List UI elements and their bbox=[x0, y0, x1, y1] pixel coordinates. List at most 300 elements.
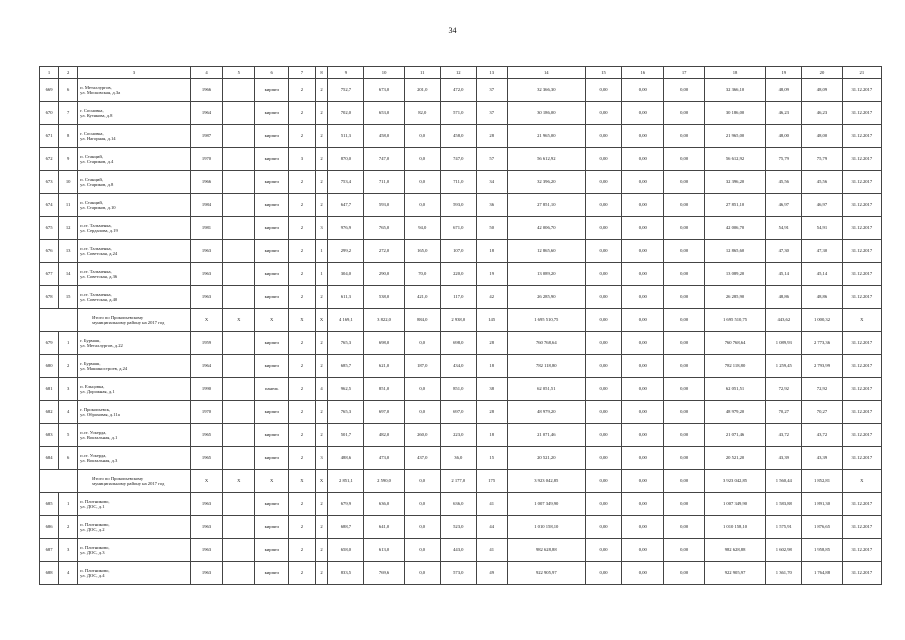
column-header-1: 1 bbox=[40, 67, 59, 79]
table-cell: 56 612,92 bbox=[704, 148, 766, 171]
table-cell: 884,0 bbox=[404, 309, 440, 332]
table-cell: 2 bbox=[289, 171, 316, 194]
table-cell: 688 bbox=[40, 562, 59, 585]
table-cell: 685 bbox=[40, 493, 59, 516]
table-cell: 0,00 bbox=[664, 562, 704, 585]
table-cell: 679,9 bbox=[328, 493, 364, 516]
table-cell: кирпич bbox=[255, 102, 289, 125]
table-cell: 421,0 bbox=[404, 286, 440, 309]
table-cell: 0,0 bbox=[404, 378, 440, 401]
table-cell: 0,00 bbox=[622, 493, 664, 516]
table-cell: 0,00 bbox=[622, 539, 664, 562]
table-cell: 2 bbox=[289, 102, 316, 125]
table-cell: 201,0 bbox=[404, 79, 440, 102]
table-cell: 48,86 bbox=[802, 286, 842, 309]
table-cell: 697,0 bbox=[364, 401, 404, 424]
table-cell: 1 007 349,90 bbox=[704, 493, 766, 516]
table-cell: 458,0 bbox=[440, 125, 476, 148]
table-cell: X bbox=[315, 470, 328, 493]
table-cell: 8 bbox=[59, 125, 78, 148]
table-cell: 37 bbox=[476, 79, 507, 102]
table-cell: 765,3 bbox=[328, 332, 364, 355]
table-cell: кирпич bbox=[255, 447, 289, 470]
table-cell: 62 051,51 bbox=[704, 378, 766, 401]
table-cell: кирпич bbox=[255, 401, 289, 424]
table-cell: 672 bbox=[40, 148, 59, 171]
table-cell: 613,0 bbox=[364, 539, 404, 562]
table-cell: 782 118,80 bbox=[704, 355, 766, 378]
table-cell: 145 bbox=[476, 309, 507, 332]
table-cell: 0,00 bbox=[586, 286, 622, 309]
table-cell: 34 bbox=[476, 171, 507, 194]
table-cell: 473,0 bbox=[364, 447, 404, 470]
table-cell: 44 bbox=[476, 516, 507, 539]
table-cell: 747,0 bbox=[364, 148, 404, 171]
column-header-15: 15 bbox=[586, 67, 622, 79]
table-cell: 2 bbox=[315, 125, 328, 148]
table-cell bbox=[223, 125, 255, 148]
table-cell: 31.12.2017 bbox=[842, 125, 881, 148]
table-row bbox=[40, 493, 882, 516]
table-cell: 43,72 bbox=[766, 424, 802, 447]
table-cell bbox=[223, 171, 255, 194]
table-cell: 42 bbox=[476, 286, 507, 309]
table-cell: п.ст. Ускерда, ул. Вокзальная, д.1 bbox=[78, 424, 190, 447]
table-cell: X bbox=[289, 309, 316, 332]
table-cell: 747,0 bbox=[440, 148, 476, 171]
table-cell bbox=[223, 355, 255, 378]
table-row bbox=[40, 424, 882, 447]
table-row bbox=[40, 332, 882, 355]
table-cell: 0,00 bbox=[586, 240, 622, 263]
table-cell: 1 bbox=[59, 332, 78, 355]
table-cell: 223,0 bbox=[440, 424, 476, 447]
total-row bbox=[40, 470, 882, 493]
table-cell: 0,00 bbox=[664, 194, 704, 217]
table-cell: 0,00 bbox=[586, 102, 622, 125]
table-cell: п. Плотниково, ул. ДОС, д.2 bbox=[78, 516, 190, 539]
table-cell: 962,5 bbox=[328, 378, 364, 401]
table-cell: 1 361,70 bbox=[766, 562, 802, 585]
table-cell: 0,00 bbox=[622, 125, 664, 148]
table-cell: 0,0 bbox=[404, 539, 440, 562]
table-cell: 687 bbox=[40, 539, 59, 562]
column-header-12: 12 bbox=[440, 67, 476, 79]
table-cell: 2 bbox=[315, 171, 328, 194]
table-cell: кирпич bbox=[255, 148, 289, 171]
table-cell: 0,00 bbox=[586, 263, 622, 286]
table-cell: 1 010 158,10 bbox=[507, 516, 585, 539]
table-cell: 12 bbox=[59, 217, 78, 240]
table-cell: 18 bbox=[476, 355, 507, 378]
table-cell: 31.12.2017 bbox=[842, 355, 881, 378]
table-cell: 0,00 bbox=[664, 79, 704, 102]
table-cell: 0,00 bbox=[622, 240, 664, 263]
table-cell: 434,0 bbox=[440, 355, 476, 378]
total-label: Итого по Прокопьевскому муниципальному району на 2017 год bbox=[78, 309, 190, 332]
column-number-row bbox=[40, 67, 882, 79]
table-cell: 45,56 bbox=[802, 171, 842, 194]
table-cell: 0,00 bbox=[586, 217, 622, 240]
table-cell: 31.12.2017 bbox=[842, 102, 881, 125]
table-cell: 1 876,65 bbox=[802, 516, 842, 539]
table-cell: 443,62 bbox=[766, 309, 802, 332]
table-cell: 1 bbox=[315, 263, 328, 286]
total-row bbox=[40, 309, 882, 332]
table-cell: кирпич bbox=[255, 171, 289, 194]
table-cell: 50 bbox=[476, 217, 507, 240]
table-cell: 0,00 bbox=[622, 171, 664, 194]
table-cell: 2 bbox=[315, 424, 328, 447]
table-cell: 2 793,99 bbox=[802, 355, 842, 378]
column-header-2: 2 bbox=[59, 67, 78, 79]
table-cell: X bbox=[223, 470, 255, 493]
table-cell: 0,00 bbox=[586, 493, 622, 516]
table-cell: 0,00 bbox=[664, 309, 704, 332]
table-cell: 0,0 bbox=[404, 171, 440, 194]
table-cell bbox=[223, 194, 255, 217]
table-cell: 31.12.2017 bbox=[842, 171, 881, 194]
table-cell: 684 bbox=[40, 447, 59, 470]
table-cell: 27 851,10 bbox=[507, 194, 585, 217]
column-header-11: 11 bbox=[404, 67, 440, 79]
table-cell: 75,79 bbox=[766, 148, 802, 171]
table-cell: 19 bbox=[476, 263, 507, 286]
table-cell: 4 bbox=[59, 401, 78, 424]
table-cell: 31.12.2017 bbox=[842, 263, 881, 286]
table-cell: п. Плотниково, ул. ДОС, д.4 bbox=[78, 562, 190, 585]
table-cell: X bbox=[255, 470, 289, 493]
table-cell: 15 bbox=[59, 286, 78, 309]
table-cell: 48,09 bbox=[766, 79, 802, 102]
table-cell: 573,0 bbox=[440, 562, 476, 585]
table-cell: 48,00 bbox=[766, 125, 802, 148]
table-cell: 2 bbox=[289, 240, 316, 263]
table-row bbox=[40, 263, 882, 286]
table-cell: 2 bbox=[315, 102, 328, 125]
table-cell: 46,23 bbox=[802, 102, 842, 125]
total-label: Итого по Прокопьевскому муниципальному району на 2017 год bbox=[78, 470, 190, 493]
table-cell: 682 bbox=[40, 401, 59, 424]
table-cell: 0,0 bbox=[404, 493, 440, 516]
table-cell: 1963 bbox=[190, 286, 223, 309]
table-cell: 1 602,98 bbox=[766, 539, 802, 562]
table-row bbox=[40, 194, 882, 217]
table-cell: 2 bbox=[59, 516, 78, 539]
table-cell: 9 bbox=[59, 148, 78, 171]
table-cell: 0,00 bbox=[586, 378, 622, 401]
table-row bbox=[40, 355, 882, 378]
table-cell: 1 583,88 bbox=[766, 493, 802, 516]
table-cell bbox=[40, 309, 78, 332]
table-row bbox=[40, 240, 882, 263]
table-cell: 0,00 bbox=[586, 309, 622, 332]
table-cell: 593,0 bbox=[440, 194, 476, 217]
table-cell: 571,0 bbox=[440, 102, 476, 125]
table-cell: 702,0 bbox=[328, 102, 364, 125]
table-cell: кирпич bbox=[255, 194, 289, 217]
table-cell: 165,0 bbox=[404, 240, 440, 263]
table-cell: 26 285,90 bbox=[507, 286, 585, 309]
table-cell: 0,00 bbox=[586, 424, 622, 447]
table-cell: 1966 bbox=[190, 79, 223, 102]
table-cell: г. Сосновка, ул. Кутякова, д.8 bbox=[78, 102, 190, 125]
table-cell: кирпич bbox=[255, 79, 289, 102]
table-cell: 2 bbox=[289, 217, 316, 240]
table-row bbox=[40, 217, 882, 240]
table-cell: 0,00 bbox=[664, 332, 704, 355]
table-cell: 711,0 bbox=[364, 171, 404, 194]
table-cell: 621,0 bbox=[364, 355, 404, 378]
table-cell: 765,3 bbox=[328, 401, 364, 424]
table-cell: 0,00 bbox=[586, 401, 622, 424]
table-cell: 0,00 bbox=[586, 470, 622, 493]
table-cell: 36 bbox=[476, 194, 507, 217]
table-cell: п. Ельцовка, ул. Дорожная, д.1 bbox=[78, 378, 190, 401]
table-cell: 45,14 bbox=[766, 263, 802, 286]
table-cell: 677 bbox=[40, 263, 59, 286]
column-header-8: 8 bbox=[315, 67, 328, 79]
table-cell: X bbox=[289, 470, 316, 493]
table-cell: 46,97 bbox=[802, 194, 842, 217]
table-cell: 870,0 bbox=[328, 148, 364, 171]
table-cell: 0,00 bbox=[586, 562, 622, 585]
table-cell: 523,0 bbox=[440, 516, 476, 539]
table-cell: 0,0 bbox=[404, 148, 440, 171]
table-cell bbox=[223, 539, 255, 562]
column-header-20: 20 bbox=[802, 67, 842, 79]
table-cell: 36,0 bbox=[440, 447, 476, 470]
table-cell: кирпич bbox=[255, 263, 289, 286]
table-cell: 21 071,46 bbox=[507, 424, 585, 447]
table-cell: 2 bbox=[289, 493, 316, 516]
column-header-6: 6 bbox=[255, 67, 289, 79]
table-cell: 2 177,0 bbox=[440, 470, 476, 493]
table-cell: 611,3 bbox=[328, 286, 364, 309]
table-cell: 13 089,20 bbox=[704, 263, 766, 286]
table-cell: 31.12.2017 bbox=[842, 79, 881, 102]
table-cell: 0,00 bbox=[664, 102, 704, 125]
table-cell: 671,0 bbox=[440, 217, 476, 240]
table-row bbox=[40, 516, 882, 539]
table-cell bbox=[223, 148, 255, 171]
table-cell: 2 bbox=[289, 355, 316, 378]
table-cell: 765,0 bbox=[364, 217, 404, 240]
table-cell: 1987 bbox=[190, 125, 223, 148]
table-cell: 681 bbox=[40, 378, 59, 401]
table-cell: кирпич bbox=[255, 562, 289, 585]
table-cell: 482,0 bbox=[364, 424, 404, 447]
table-row bbox=[40, 447, 882, 470]
table-cell bbox=[223, 516, 255, 539]
table-cell: 7 bbox=[59, 102, 78, 125]
table-cell: 2 bbox=[289, 286, 316, 309]
table-body bbox=[40, 79, 882, 585]
table-cell: 21 965,00 bbox=[704, 125, 766, 148]
table-cell: 982 628,88 bbox=[507, 539, 585, 562]
table-cell: 698,0 bbox=[364, 332, 404, 355]
table-cell: 1965 bbox=[190, 424, 223, 447]
table-row bbox=[40, 286, 882, 309]
table-cell: 0,00 bbox=[622, 194, 664, 217]
table-cell: 0,00 bbox=[622, 79, 664, 102]
table-cell: 28 bbox=[476, 332, 507, 355]
table-cell: 43,39 bbox=[802, 447, 842, 470]
table-cell: п.ст. Тальменка, ул. Советская, д.36 bbox=[78, 263, 190, 286]
table-cell: 0,0 bbox=[404, 401, 440, 424]
table-cell: 443,0 bbox=[440, 539, 476, 562]
table-row bbox=[40, 539, 882, 562]
table-cell: 1 007 349,90 bbox=[507, 493, 585, 516]
table-header bbox=[40, 67, 882, 79]
table-cell: 1 bbox=[315, 240, 328, 263]
table-cell: 0,00 bbox=[622, 401, 664, 424]
table-cell: 851,0 bbox=[364, 378, 404, 401]
table-cell: 12 865,60 bbox=[704, 240, 766, 263]
table-cell: 2 bbox=[289, 194, 316, 217]
table-cell: 636,0 bbox=[440, 493, 476, 516]
table-cell: п.ст. Ускерда, ул. Вокзальная, д.3 bbox=[78, 447, 190, 470]
table-cell: 28 bbox=[476, 401, 507, 424]
table-cell: 31.12.2017 bbox=[842, 562, 881, 585]
table-cell: 0,00 bbox=[664, 263, 704, 286]
table-cell: 673 bbox=[40, 171, 59, 194]
table-cell: 0,00 bbox=[622, 378, 664, 401]
table-cell: 15 bbox=[476, 447, 507, 470]
table-cell: 37 bbox=[476, 102, 507, 125]
table-cell: 0,00 bbox=[586, 516, 622, 539]
table-cell: 0,00 bbox=[664, 171, 704, 194]
table-cell: 472,0 bbox=[440, 79, 476, 102]
table-cell: 1963 bbox=[190, 516, 223, 539]
table-cell: кирпич bbox=[255, 286, 289, 309]
table-cell: 2 938,0 bbox=[440, 309, 476, 332]
table-cell: X bbox=[842, 470, 881, 493]
table-cell: 1963 bbox=[190, 240, 223, 263]
table-cell: 488,6 bbox=[328, 447, 364, 470]
table-cell: 670 bbox=[40, 102, 59, 125]
table-cell: 0,00 bbox=[664, 240, 704, 263]
table-cell: 54,91 bbox=[766, 217, 802, 240]
table-cell: 3 bbox=[59, 539, 78, 562]
table-cell: 0,00 bbox=[622, 470, 664, 493]
table-cell: 1 089,93 bbox=[766, 332, 802, 355]
table-cell bbox=[223, 562, 255, 585]
table-cell: 711,0 bbox=[440, 171, 476, 194]
table-cell: 220,0 bbox=[440, 263, 476, 286]
table-cell: п. Станций, ул. Стариков, д.8 bbox=[78, 171, 190, 194]
table-cell: 290,0 bbox=[364, 263, 404, 286]
table-cell: 72,92 bbox=[802, 378, 842, 401]
table-cell: 0,00 bbox=[586, 447, 622, 470]
table-cell: 1964 bbox=[190, 355, 223, 378]
table-cell: 3 822,0 bbox=[364, 309, 404, 332]
table-cell: 0,00 bbox=[664, 424, 704, 447]
table-cell: 922 905,97 bbox=[704, 562, 766, 585]
table-cell: 1984 bbox=[190, 194, 223, 217]
table-cell: 1 575,91 bbox=[766, 516, 802, 539]
table-cell: X bbox=[190, 309, 223, 332]
table-cell: 675 bbox=[40, 217, 59, 240]
table-cell: 636,0 bbox=[364, 493, 404, 516]
table-cell: 12 865,60 bbox=[507, 240, 585, 263]
page-number: 34 bbox=[448, 26, 457, 35]
column-header-10: 10 bbox=[364, 67, 404, 79]
table-cell: кирпич bbox=[255, 125, 289, 148]
table-cell: 0,00 bbox=[664, 401, 704, 424]
table-cell: X bbox=[315, 309, 328, 332]
table-cell: 0,00 bbox=[664, 125, 704, 148]
table-cell: 0,00 bbox=[622, 355, 664, 378]
table-cell: 1965 bbox=[190, 447, 223, 470]
column-header-17: 17 bbox=[664, 67, 704, 79]
table-cell: 117,0 bbox=[440, 286, 476, 309]
table-cell: 685,7 bbox=[328, 355, 364, 378]
table-cell: 13 089,20 bbox=[507, 263, 585, 286]
column-header-18: 18 bbox=[704, 67, 766, 79]
table-cell: 175 bbox=[476, 470, 507, 493]
table-cell: 6 bbox=[59, 447, 78, 470]
table-row bbox=[40, 401, 882, 424]
table-cell: кирпич bbox=[255, 493, 289, 516]
table-cell: 3 923 042,85 bbox=[704, 470, 766, 493]
column-header-19: 19 bbox=[766, 67, 802, 79]
table-cell: 0,00 bbox=[586, 194, 622, 217]
table-cell: 43,39 bbox=[766, 447, 802, 470]
table-cell: 753,4 bbox=[328, 171, 364, 194]
table-cell: 38 bbox=[476, 378, 507, 401]
column-header-3: 3 bbox=[78, 67, 190, 79]
table-cell: 41 bbox=[476, 493, 507, 516]
table-cell: кирпич bbox=[255, 332, 289, 355]
table-cell: кирпич bbox=[255, 217, 289, 240]
table-cell: 0,00 bbox=[664, 539, 704, 562]
table-cell: 680 bbox=[40, 355, 59, 378]
column-header-13: 13 bbox=[476, 67, 507, 79]
table-cell: 10 bbox=[59, 171, 78, 194]
table-cell: 1 852,81 bbox=[802, 470, 842, 493]
table-cell: 1963 bbox=[190, 539, 223, 562]
table-cell: 2 bbox=[315, 516, 328, 539]
table-cell: 1963 bbox=[190, 263, 223, 286]
table-cell: 674 bbox=[40, 194, 59, 217]
table-cell: 49 bbox=[476, 562, 507, 585]
table-cell: 2 bbox=[315, 493, 328, 516]
table-cell: 1 560,44 bbox=[766, 470, 802, 493]
table-cell: 3 bbox=[59, 378, 78, 401]
table-cell bbox=[223, 401, 255, 424]
table-cell: 2 bbox=[315, 79, 328, 102]
table-cell bbox=[223, 240, 255, 263]
table-cell: 2 bbox=[315, 148, 328, 171]
table-cell: 1 891,30 bbox=[802, 493, 842, 516]
table-cell: 94,0 bbox=[404, 217, 440, 240]
table-cell: 2 bbox=[315, 401, 328, 424]
table-cell: 833,5 bbox=[328, 562, 364, 585]
table-cell: X bbox=[223, 309, 255, 332]
table-cell: 75,79 bbox=[802, 148, 842, 171]
table-cell: 31.12.2017 bbox=[842, 194, 881, 217]
table-cell: 752,7 bbox=[328, 79, 364, 102]
table-cell: 31.12.2017 bbox=[842, 378, 881, 401]
table-cell: 647,7 bbox=[328, 194, 364, 217]
table-cell: 0,0 bbox=[404, 470, 440, 493]
table-cell: 760 768,64 bbox=[507, 332, 585, 355]
table-cell: 1 259,45 bbox=[766, 355, 802, 378]
table-cell: кирпич bbox=[255, 516, 289, 539]
table-cell: 260,0 bbox=[404, 424, 440, 447]
table-cell: 18 bbox=[476, 424, 507, 447]
